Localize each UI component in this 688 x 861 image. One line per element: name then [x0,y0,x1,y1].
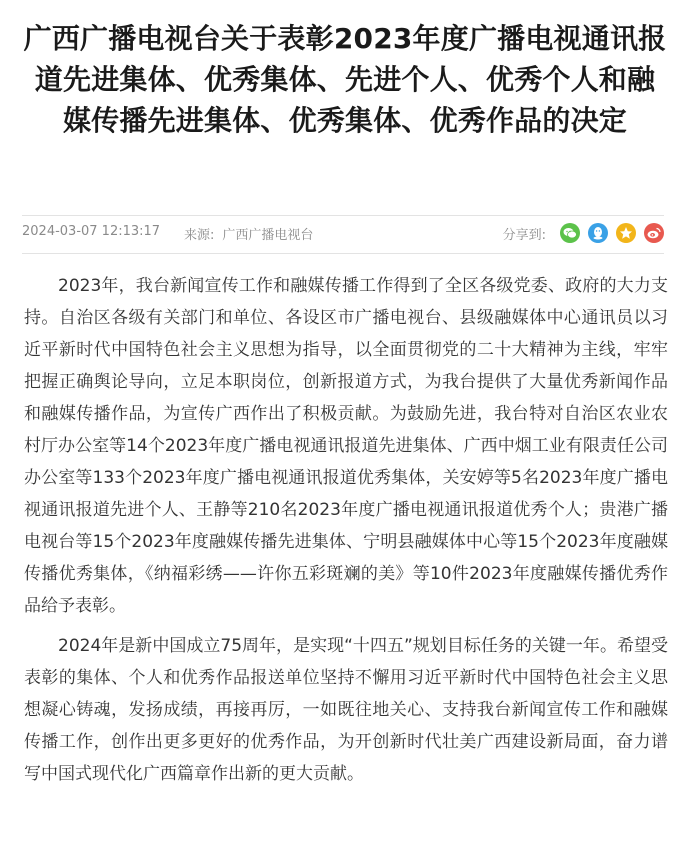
source-name: 广西广播电视台 [222,228,314,243]
share-qq-button[interactable] [588,223,608,243]
share-wechat-button[interactable] [560,223,580,243]
qzone-star-icon [619,226,633,240]
share-qzone-button[interactable] [616,223,636,243]
weibo-icon [647,227,661,239]
source-info [184,224,313,243]
article-paragraph: 2023年，我台新闻宣传工作和融媒传播工作得到了全区各级党委、政府的大力支持。自治区各级有关部门和单位、各设区市广播电视台、县级融媒体中心通讯员以习近平新时代中国特色社会主义思想为指导，以全面贯彻党的二十大精神为主线，牢牢把握正确舆论导向，立足本职岗位，创新报道方式，为我台提供了大量优秀新闻作品和融媒传播作品，为宣传广西作出了积极贡献。为鼓励先进，我台特对自治区农业农村厅办公室等14个2023年度广播电视通讯报道先进集体、广西中烟工业有限责任公司办公室等133个2023年度广播电视通讯报道优秀集体，关安婷等5名2023年度广播电视通讯报道先进个人、王静等210名2023年度广播电视通讯报道优秀个人；贵港广播电视台等15个2023年度融媒传播先进集体、宁明县融媒体中心等15个2023年度融媒传播优秀集体，《纳福彩绣——许你五彩斑斓的美》等10件2023年度融媒传播优秀作品给予表彰。 [24,276,668,616]
share-label: 分享到: [502,227,546,243]
article-body [24,270,668,798]
article-meta-bar [22,215,664,254]
article-paragraph: 2024年是新中国成立75周年，是实现“十四五”规划目标任务的关键一年。希望受表彰的集体、个人和优秀作品报送单位坚持不懈用习近平新时代中国特色社会主义思想凝心铸魂，发扬成绩，再接再厉，一如既往地关心、支持我台新闻宣传工作和融媒传播工作，创作出更多更好的优秀作品，为开创新时代壮美广西建设新局面，奋力谱写中国式现代化广西篇章作出新的更大贡献。 [24,636,668,784]
wechat-icon [563,227,577,239]
share-bar [503,221,664,245]
share-weibo-button[interactable] [644,223,664,243]
source-label: 来源: [184,228,215,243]
article-title: 广西广播电视台关于表彰2023年度广播电视通讯报道先进集体、优秀集体、先进个人、优秀个人和融媒传播先进集体、优秀集体、优秀作品的决定 [23,22,667,137]
qq-icon [592,226,604,240]
publish-datetime: 2024-03-07 12:13:17 [22,224,161,239]
